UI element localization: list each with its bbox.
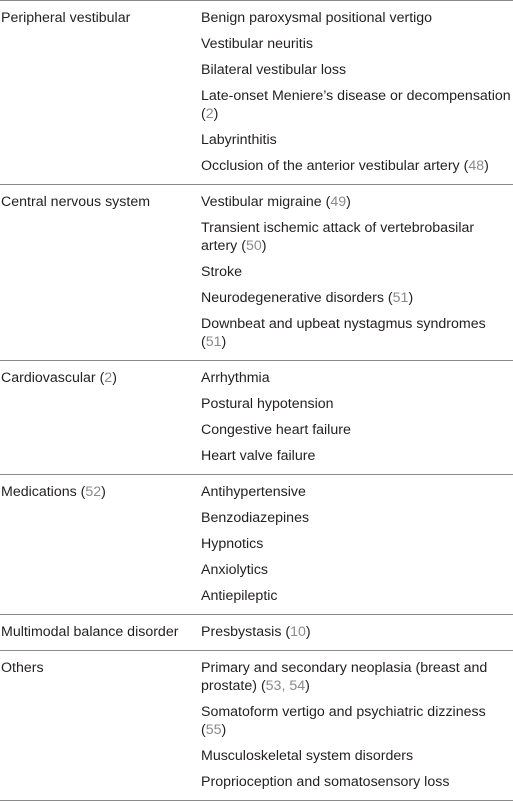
condition-item: Transient ischemic attack of vertebrobasilar artery (50) — [201, 220, 475, 254]
citation-ref[interactable]: 2 — [205, 106, 214, 122]
citation-ref[interactable]: 50 — [245, 238, 262, 254]
condition-item — [201, 6, 513, 32]
table-row — [0, 615, 513, 651]
condition-item: Vestibular migraine (49) — [201, 194, 351, 210]
table-row — [0, 361, 513, 475]
category-cell — [0, 620, 201, 646]
category-cell — [0, 6, 201, 180]
citation-ref[interactable]: 55 — [205, 722, 222, 738]
condition-label: Vestibular migraine — [201, 194, 322, 210]
condition-list — [201, 620, 513, 646]
condition-item — [201, 366, 513, 392]
category-label: Central nervous system — [1, 194, 151, 210]
condition-label: Congestive heart failure — [201, 422, 351, 438]
condition-item — [201, 32, 513, 58]
condition-item — [201, 418, 513, 444]
condition-label: Antiepileptic — [201, 588, 278, 604]
condition-label: Somatoform vertigo and psychiatric dizziness — [201, 704, 486, 720]
condition-item — [201, 58, 513, 84]
condition-item — [201, 260, 513, 286]
condition-label: Neurodegenerative disorders — [201, 290, 384, 306]
condition-label: Antihypertensive — [201, 484, 306, 500]
citation-ref[interactable]: 51 — [205, 334, 222, 350]
condition-label: Stroke — [201, 264, 243, 280]
condition-label: Hypnotics — [201, 536, 264, 552]
condition-label: Vestibular neuritis — [201, 36, 313, 52]
condition-label: Downbeat and upbeat nystagmus syndromes — [201, 316, 486, 332]
condition-item — [201, 584, 513, 610]
citation-ref[interactable]: 52 — [85, 484, 102, 500]
table-row — [0, 185, 513, 361]
condition-label: Postural hypotension — [201, 396, 334, 412]
condition-item: Primary and secondary neoplasia (breast and prostate) (53, 54) — [201, 660, 488, 694]
condition-label: Bilateral vestibular loss — [201, 62, 347, 78]
condition-label: Occlusion of the anterior vestibular artery — [201, 158, 460, 174]
category-label: Medications — [1, 484, 77, 500]
condition-label: Benzodiazepines — [201, 510, 310, 526]
condition-item — [201, 444, 513, 470]
condition-item — [201, 770, 513, 796]
citation-ref[interactable]: 51 — [392, 290, 409, 306]
condition-item — [201, 480, 513, 506]
category-label: Others — [1, 660, 44, 676]
citation-ref[interactable]: 49 — [330, 194, 347, 210]
condition-list — [201, 480, 513, 610]
condition-item: Presbystasis (10) — [201, 624, 311, 640]
citation-ref[interactable]: 53, 54 — [265, 678, 306, 694]
condition-label: Presbystasis — [201, 624, 282, 640]
condition-label: Proprioception and somatosensory loss — [201, 774, 450, 790]
condition-label: Labyrinthitis — [201, 132, 277, 148]
category-cell: Cardiovascular (2) — [1, 370, 117, 386]
condition-list — [201, 6, 513, 180]
condition-label: Anxiolytics — [201, 562, 269, 578]
citation-ref[interactable]: 48 — [468, 158, 485, 174]
category-label: Multimodal balance disorder — [1, 624, 179, 640]
condition-label: Heart valve failure — [201, 448, 316, 464]
condition-label: Musculoskeletal system disorders — [201, 748, 414, 764]
condition-item: Neurodegenerative disorders (51) — [201, 290, 414, 306]
condition-item — [201, 506, 513, 532]
condition-label: Late-onset Meniere’s disease or decompensation — [201, 88, 511, 104]
condition-item — [201, 558, 513, 584]
condition-item: Downbeat and upbeat nystagmus syndromes (51) — [201, 316, 486, 350]
condition-item — [201, 744, 513, 770]
category-cell: Medications (52) — [1, 484, 106, 500]
condition-item: Late-onset Meniere’s disease or decompensation (2) — [201, 88, 511, 122]
citation-ref[interactable]: 2 — [104, 370, 113, 386]
category-label: Cardiovascular — [1, 370, 96, 386]
condition-list — [201, 190, 513, 356]
condition-label: Benign paroxysmal positional vertigo — [201, 10, 433, 26]
condition-item: Occlusion of the anterior vestibular artery (48) — [201, 158, 489, 174]
category-label: Peripheral vestibular — [1, 10, 131, 26]
condition-list — [201, 656, 513, 796]
table-row — [0, 1, 513, 185]
condition-item: Somatoform vertigo and psychiatric dizziness (55) — [201, 704, 486, 738]
condition-label: Primary and secondary neoplasia (breast and prostate) — [201, 660, 488, 694]
condition-item — [201, 532, 513, 558]
condition-item — [201, 392, 513, 418]
condition-label: Arrhythmia — [201, 370, 270, 386]
category-cell — [0, 190, 201, 356]
condition-list — [201, 366, 513, 470]
category-cell — [0, 656, 201, 796]
citation-ref[interactable]: 10 — [290, 624, 306, 640]
table-row — [0, 475, 513, 615]
condition-item — [201, 128, 513, 154]
condition-label: Transient ischemic attack of vertebrobasilar artery — [201, 220, 475, 254]
table-row — [0, 651, 513, 801]
